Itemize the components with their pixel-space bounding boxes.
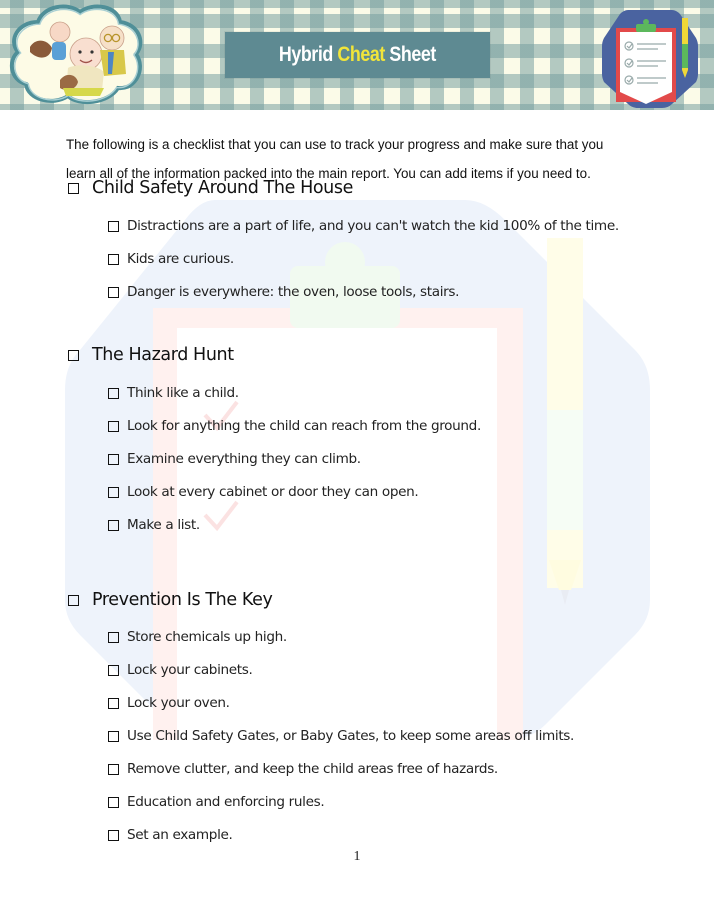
checklist-item[interactable] [108, 385, 239, 401]
checkbox-icon[interactable] [108, 221, 119, 232]
checklist-item-label: Look at every cabinet or door they can open. [127, 484, 419, 500]
title-part1: Hybrid [278, 43, 333, 66]
checkbox-icon[interactable] [68, 183, 79, 194]
section-title-label: The Hazard Hunt [92, 345, 234, 365]
checkbox-icon[interactable] [108, 287, 119, 298]
checkbox-icon[interactable] [108, 632, 119, 643]
checklist-item[interactable] [108, 284, 459, 300]
checkbox-icon[interactable] [108, 388, 119, 399]
checklist-item-label: Examine everything they can climb. [127, 451, 361, 467]
intro-line-2: learn all of the information packed into the main report. You can add items if you need to. [66, 166, 591, 181]
checklist-item[interactable] [108, 761, 498, 777]
checklist-item-label: Kids are curious. [127, 251, 234, 267]
checkbox-icon[interactable] [108, 520, 119, 531]
checklist-item-label: Danger is everywhere: the oven, loose tools, stairs. [127, 284, 460, 300]
checkbox-icon[interactable] [108, 731, 119, 742]
checklist-item[interactable] [108, 484, 418, 500]
checklist-item[interactable] [108, 218, 619, 234]
section-title-prevention[interactable] [68, 590, 272, 610]
checklist-item-label: Make a list. [127, 517, 200, 533]
checkbox-icon[interactable] [68, 595, 79, 606]
checklist-item[interactable] [108, 827, 233, 843]
checkbox-icon[interactable] [108, 665, 119, 676]
title-accent: Cheat [337, 43, 385, 66]
checklist-item-label: Use Child Safety Gates, or Baby Gates, to keep some areas off limits. [127, 728, 575, 744]
checkbox-icon[interactable] [108, 487, 119, 498]
section-title-child-safety[interactable] [68, 178, 353, 198]
checklist-item[interactable] [108, 517, 200, 533]
checklist-item-label: Education and enforcing rules. [127, 794, 325, 810]
checklist-item[interactable] [108, 418, 481, 434]
checklist-item-label: Store chemicals up high. [127, 629, 287, 645]
checkbox-icon[interactable] [108, 421, 119, 432]
checklist-item[interactable] [108, 728, 574, 744]
section-title-hazard-hunt[interactable] [68, 345, 234, 365]
checklist-item[interactable] [108, 695, 230, 711]
checkbox-icon[interactable] [108, 830, 119, 841]
intro-line-1: The following is a checklist that you can use to track your progress and make sure that you [66, 137, 604, 152]
checklist-item[interactable] [108, 794, 324, 810]
checklist-item[interactable] [108, 451, 361, 467]
checklist-item-label: Distractions are a part of life, and you can't watch the kid 100% of the time. [127, 218, 619, 234]
checkbox-icon[interactable] [68, 350, 79, 361]
checklist-item[interactable] [108, 251, 234, 267]
page-number: 1 [353, 849, 361, 864]
checkbox-icon[interactable] [108, 454, 119, 465]
checklist-item-label: Set an example. [127, 827, 233, 843]
section-title-label: Prevention Is The Key [92, 590, 273, 610]
checklist-item-label: Think like a child. [127, 385, 239, 401]
checklist-item-label: Lock your oven. [127, 695, 230, 711]
checkbox-icon[interactable] [108, 254, 119, 265]
title-part2: Sheet [389, 43, 437, 66]
checklist-item-label: Remove clutter, and keep the child areas free of hazards. [127, 761, 498, 777]
section-title-label: Child Safety Around The House [92, 178, 353, 198]
checkbox-icon[interactable] [108, 698, 119, 709]
checklist-item[interactable] [108, 629, 287, 645]
checkbox-icon[interactable] [108, 764, 119, 775]
checkbox-icon[interactable] [108, 797, 119, 808]
checklist-item[interactable] [108, 662, 252, 678]
checklist-item-label: Lock your cabinets. [127, 662, 253, 678]
checklist-item-label: Look for anything the child can reach from the ground. [127, 418, 481, 434]
